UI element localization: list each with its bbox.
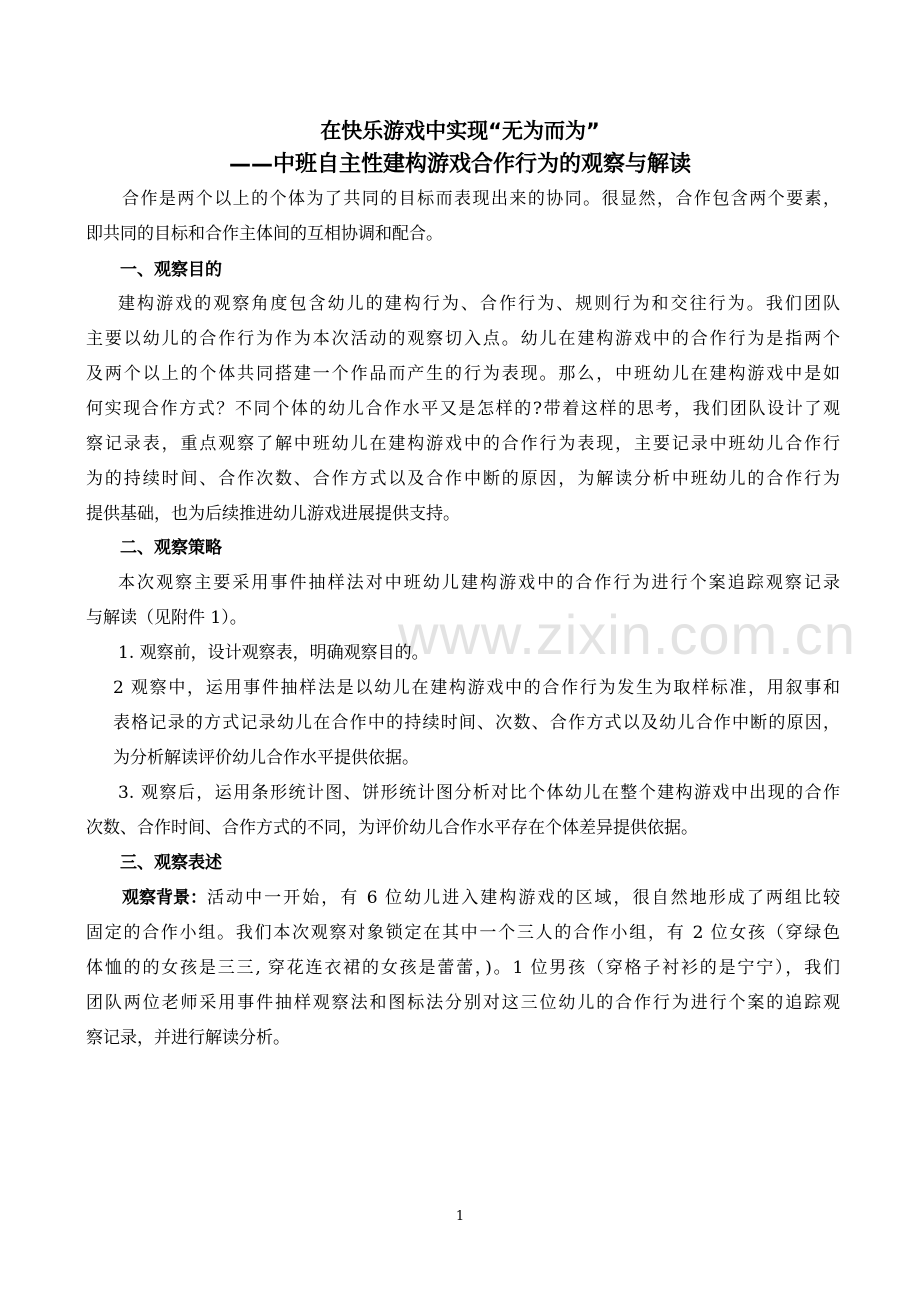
document-subtitle: ——中班自主性建构游戏合作行为的观察与解读	[228, 152, 691, 177]
page-number: 1	[455, 1209, 465, 1224]
intro-line: 即共同的目标和合作主体间的互相协调和配合。	[86, 224, 443, 244]
paragraph-line: 本次观察主要采用事件抽样法对中班幼儿建构游戏中的合作行为进行个案追踪观察记录	[118, 573, 840, 593]
list-item-continuation: 次数、合作时间、合作方式的不同，为评价幼儿合作水平存在个体差异提供依据。	[86, 818, 698, 838]
list-item-continuation: 表格记录的方式记录幼儿在合作中的持续时间、次数、合作方式以及幼儿合作中断的原因，	[113, 713, 840, 733]
section-heading: 三、观察表述	[120, 853, 222, 873]
paragraph-line: 何实现合作方式？不同个体的幼儿合作水平又是怎样的?带着这样的思考，我们团队设计了观	[86, 399, 840, 419]
paragraph-line: 建构游戏的观察角度包含幼儿的建构行为、合作行为、规则行为和交往行为。我们团队	[118, 294, 840, 314]
list-item-continuation: 为分析解读评价幼儿合作水平提供依据。	[113, 748, 419, 768]
paragraph-line	[122, 886, 840, 910]
document-title: 在快乐游戏中实现“无为而为”	[320, 119, 600, 143]
paragraph-line: 与解读（见附件 1）。	[86, 608, 247, 628]
paragraph-line: 察记录，并进行解读分析。	[86, 1028, 290, 1048]
watermark: www.zixin.com.cn	[398, 603, 856, 666]
section-heading: 二、观察策略	[120, 538, 222, 558]
paragraph-line: 为的持续时间、合作次数、合作方式以及合作中断的原因，为解读分析中班幼儿的合作行为	[86, 469, 840, 489]
paragraph-line: 察记录表，重点观察了解中班幼儿在建构游戏中的合作行为表现，主要记录中班幼儿合作行	[86, 434, 840, 454]
paragraph-line: 团队两位老师采用事件抽样观察法和图标法分别对这三位幼儿的合作行为进行个案的追踪观	[86, 993, 840, 1013]
paragraph-line: 及两个以上的个体共同搭建一个作品而产生的行为表现。那么，中班幼儿在建构游戏中是如	[86, 364, 840, 384]
paragraph-line: 固定的合作小组。我们本次观察对象锁定在其中一个三人的合作小组，有 2 位女孩（穿绿色	[86, 923, 840, 943]
intro-line: 合作是两个以上的个体为了共同的目标而表现出来的协同。很显然，合作包含两个要素，	[122, 189, 840, 209]
paragraph-line: 提供基础，也为后续推进幼儿游戏进展提供支持。	[86, 504, 460, 524]
lead-label: 观察背景：	[122, 888, 207, 908]
list-item: 3. 观察后，运用条形统计图、饼形统计图分析对比个体幼儿在整个建构游戏中出现的合作	[118, 783, 840, 803]
list-item: 2 观察中，运用事件抽样法是以幼儿在建构游戏中的合作行为发生为取样标准，用叙事和	[113, 678, 840, 698]
list-item: 1. 观察前，设计观察表，明确观察目的。	[118, 643, 429, 663]
paragraph-line: 体恤的的女孩是三三, 穿花连衣裙的女孩是蕾蕾，)。1 位男孩（穿格子衬衫的是宁宁），我们	[86, 958, 840, 978]
lead-text: 活动中一开始，有 6 位幼儿进入建构游戏的区域，很自然地形成了两组比较	[207, 888, 840, 908]
section-heading: 一、观察目的	[120, 260, 222, 280]
paragraph-line: 主要以幼儿的合作行为作为本次活动的观察切入点。幼儿在建构游戏中的合作行为是指两个	[86, 329, 840, 349]
